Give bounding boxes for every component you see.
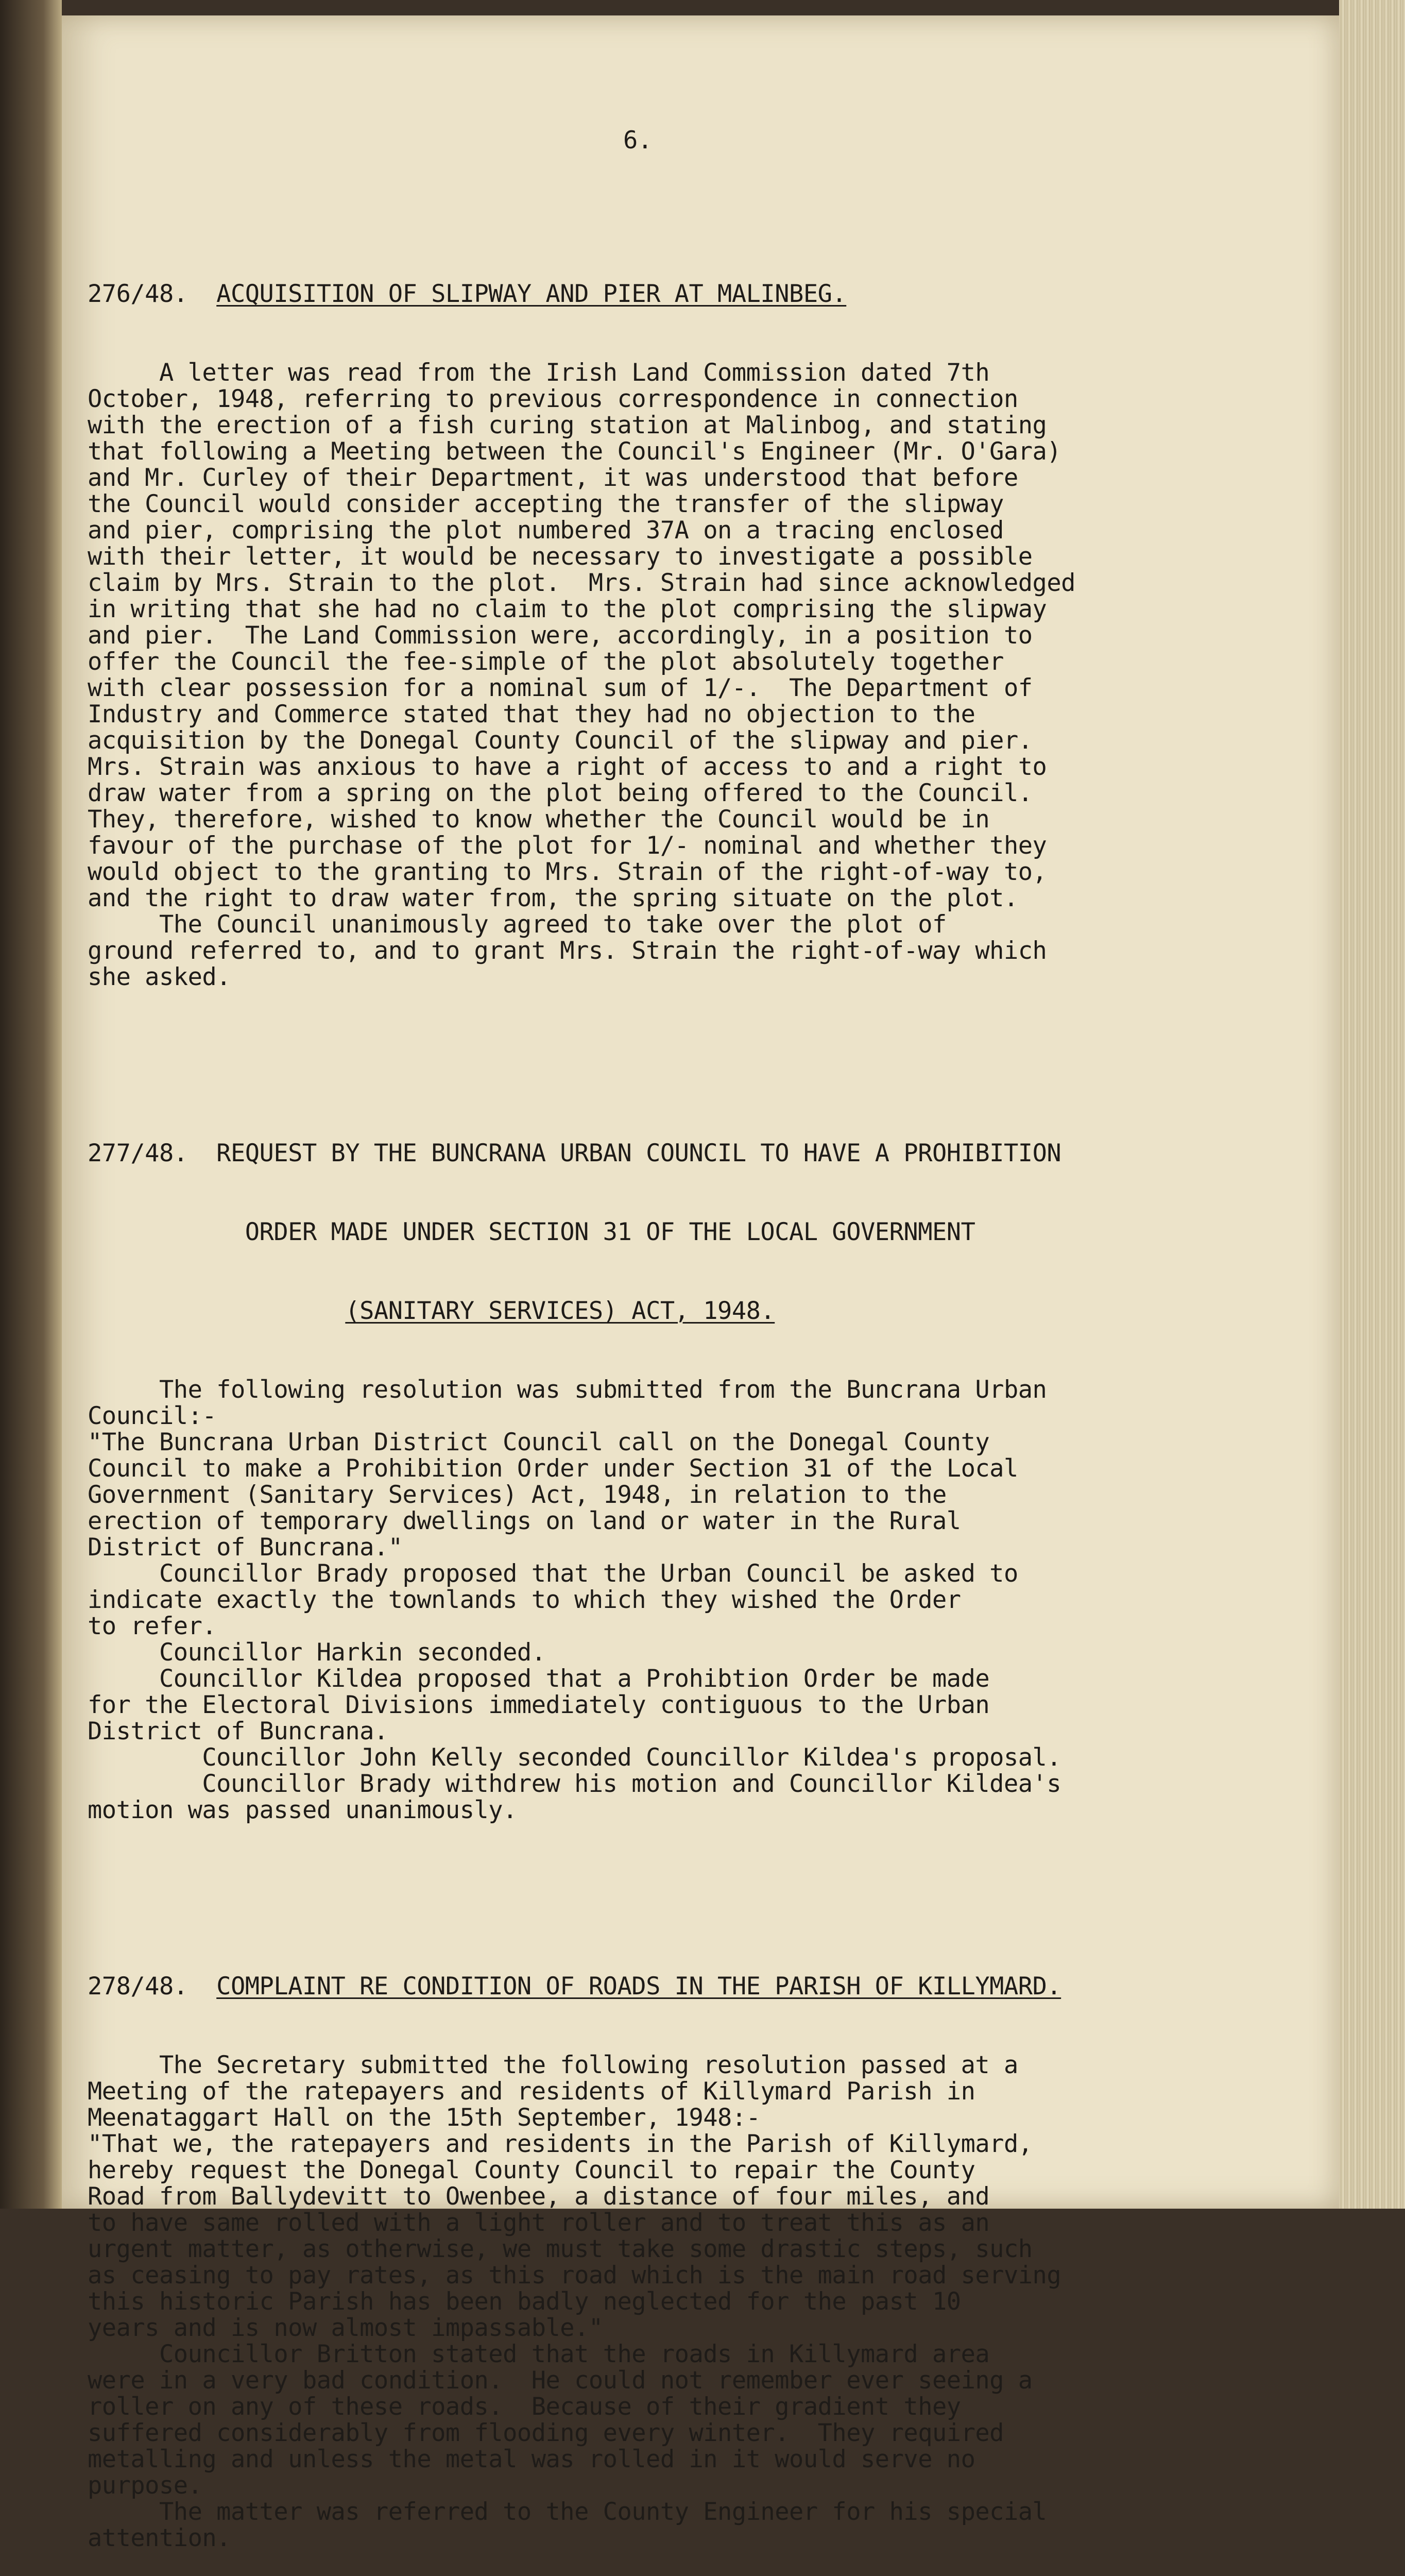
body-line: roller on any of these roads. Because of their gradient they: [88, 2393, 961, 2421]
section-title-line: REQUEST BY THE BUNCRANA URBAN COUNCIL TO HAVE A PROHIBITION: [216, 1139, 1061, 1167]
book-gutter: [0, 0, 62, 2209]
body-line: suffered considerably from flooding every winter. They required: [88, 2419, 1004, 2447]
body-line: and pier. The Land Commission were, accordingly, in a position to: [88, 621, 1033, 650]
body-line: October, 1948, referring to previous correspondence in connection: [88, 385, 1018, 413]
body-line: Industry and Commerce stated that they had no objection to the: [88, 700, 975, 728]
page-edges: [1339, 0, 1405, 2209]
body-line: District of Buncrana.": [88, 1533, 403, 1562]
body-line: District of Buncrana.: [88, 1717, 388, 1745]
section-278-body: [88, 2052, 1252, 2551]
body-line: Council to make a Prohibition Order under Section 31 of the Local: [88, 1454, 1018, 1483]
body-line: Meeting of the ratepayers and residents of Killymard Parish in: [88, 2077, 975, 2106]
body-line: Councillor John Kelly seconded Councillor Kildea's proposal.: [88, 1743, 1061, 1772]
body-line: The Council unanimously agreed to take over the plot of: [88, 910, 947, 939]
body-line: attention.: [88, 2524, 231, 2552]
section-title-line: (SANITARY SERVICES) ACT, 1948.: [345, 1297, 775, 1325]
section-number: 277/48.: [88, 1139, 188, 1167]
section-number: 276/48.: [88, 280, 188, 308]
section-276-heading: [88, 281, 1252, 307]
body-line: purpose.: [88, 2471, 202, 2500]
body-line: The following resolution was submitted from the Buncrana Urban: [88, 1376, 1047, 1404]
body-line: would object to the granting to Mrs. Strain of the right-of-way to,: [88, 858, 1047, 886]
body-line: erection of temporary dwellings on land or water in the Rural: [88, 1507, 961, 1535]
body-line: to refer.: [88, 1612, 217, 1640]
section-title: COMPLAINT RE CONDITION OF ROADS IN THE PARISH OF KILLYMARD.: [216, 1972, 1061, 2001]
body-line: Councillor Britton stated that the roads in Killymard area: [88, 2340, 990, 2368]
body-line: were in a very bad condition. He could not remember ever seeing a: [88, 2366, 1033, 2395]
body-line: indicate exactly the townlands to which they wished the Order: [88, 1586, 961, 1614]
body-line: Councillor Harkin seconded.: [88, 1638, 546, 1667]
section-277-heading: [88, 1140, 1252, 1166]
body-line: with clear possession for a nominal sum of 1/-. The Department of: [88, 674, 1033, 702]
body-line: offer the Council the fee-simple of the plot absolutely together: [88, 648, 1004, 676]
section-277-heading-line3: [88, 1298, 1252, 1324]
section-title-line: ORDER MADE UNDER SECTION 31 OF THE LOCAL GOVERNMENT: [245, 1218, 975, 1246]
body-line: acquisition by the Donegal County Council of the slipway and pier.: [88, 726, 1033, 755]
body-line: They, therefore, wished to know whether the Council would be in: [88, 805, 990, 834]
minutes-text: [88, 118, 1252, 2576]
section-278-heading: [88, 1973, 1252, 1999]
body-line: claim by Mrs. Strain to the plot. Mrs. Strain had since acknowledged: [88, 569, 1075, 597]
body-line: ground referred to, and to grant Mrs. Strain the right-of-way which: [88, 937, 1047, 965]
body-line: years and is now almost impassable.": [88, 2314, 603, 2342]
body-line: Council:-: [88, 1402, 217, 1430]
body-line: Councillor Kildea proposed that a Prohibtion Order be made: [88, 1665, 990, 1693]
body-line: she asked.: [88, 963, 231, 991]
body-line: hereby request the Donegal County Council to repair the County: [88, 2156, 975, 2184]
section-277-heading-line2: [88, 1219, 1252, 1245]
body-line: motion was passed unanimously.: [88, 1796, 517, 1824]
body-line: draw water from a spring on the plot being offered to the Council.: [88, 779, 1033, 807]
section-number: 278/48.: [88, 1972, 188, 2001]
body-line: in writing that she had no claim to the plot comprising the slipway: [88, 595, 1047, 623]
body-line: Councillor Brady withdrew his motion and Councillor Kildea's: [88, 1770, 1061, 1798]
body-line: Road from Ballydevitt to Owenbee, a distance of four miles, and: [88, 2182, 990, 2211]
body-line: this historic Parish has been badly neglected for the past 10: [88, 2287, 961, 2316]
section-title: ACQUISITION OF SLIPWAY AND PIER AT MALINBEG.: [216, 280, 847, 308]
body-line: Councillor Brady proposed that the Urban Council be asked to: [88, 1560, 1018, 1588]
body-line: favour of the purchase of the plot for 1/- nominal and whether they: [88, 832, 1047, 860]
body-line: "That we, the ratepayers and residents in the Parish of Killymard,: [88, 2130, 1033, 2158]
body-line: Mrs. Strain was anxious to have a right of access to and a right to: [88, 753, 1047, 781]
body-line: A letter was read from the Irish Land Commission dated 7th: [88, 359, 990, 387]
body-line: "The Buncrana Urban District Council call on the Donegal County: [88, 1428, 990, 1456]
body-line: The matter was referred to the County Engineer for his special: [88, 2498, 1047, 2526]
section-277-body: [88, 1377, 1252, 1823]
body-line: to have same rolled with a light roller and to treat this as an: [88, 2209, 990, 2237]
body-line: Government (Sanitary Services) Act, 1948, in relation to the: [88, 1481, 947, 1509]
body-line: The Secretary submitted the following resolution passed at a: [88, 2051, 1018, 2079]
body-line: and the right to draw water from, the spring situate on the plot.: [88, 884, 1018, 912]
body-line: the Council would consider accepting the transfer of the slipway: [88, 490, 1004, 518]
body-line: for the Electoral Divisions immediately contiguous to the Urban: [88, 1691, 990, 1719]
body-line: and pier, comprising the plot numbered 37A on a tracing enclosed: [88, 516, 1004, 545]
page-number: 6.: [623, 126, 653, 155]
body-line: metalling and unless the metal was rolled in it would serve no: [88, 2445, 975, 2473]
section-276-body: [88, 360, 1252, 990]
body-line: as ceasing to pay rates, as this road which is the main road serving: [88, 2261, 1061, 2290]
body-line: urgent matter, as otherwise, we must take some drastic steps, such: [88, 2235, 1033, 2263]
body-line: Meenataggart Hall on the 15th September, 1948:-: [88, 2104, 761, 2132]
body-line: and Mr. Curley of their Department, it was understood that before: [88, 464, 1018, 492]
body-line: with their letter, it would be necessary to investigate a possible: [88, 543, 1033, 571]
body-line: with the erection of a fish curing station at Malinbog, and stating: [88, 411, 1047, 439]
body-line: that following a Meeting between the Council's Engineer (Mr. O'Gara): [88, 437, 1061, 466]
